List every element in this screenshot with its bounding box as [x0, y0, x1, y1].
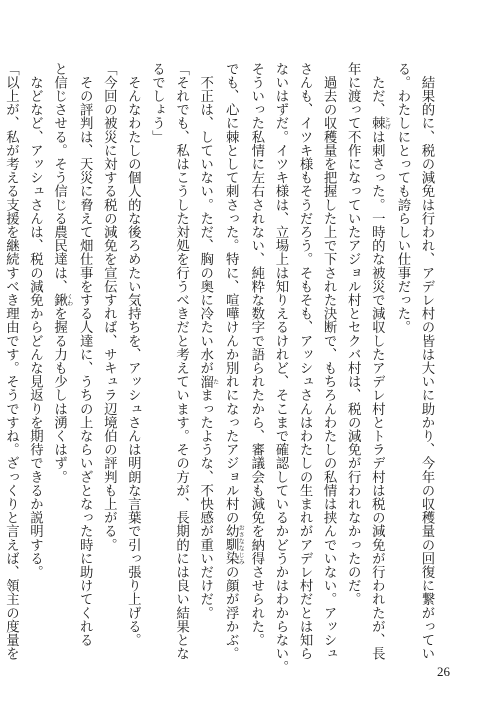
text-line: ないはずだ。イツキ様は、立場上は知りえるけれど、そこまで確認しているかどうかはわからない。 — [272, 62, 288, 674]
furigana-reading: た — [211, 374, 219, 389]
text-line: 年に渡って不作になっていたアジョル村とセクバ村は、税の減免が行われなかったのだ。 — [345, 62, 361, 606]
vertical-text-body — [3, 62, 438, 674]
text-line: 結果的に、税の減免は行われ、アデレ村の皆は大いに助かり、今年の収穫量の回復に繋がってい — [419, 62, 434, 661]
text-line: でも、心に棘として刺さった。特に、喧嘩けんか別れになったアジョル村の幼馴染 おさななじみの顔が浮かぶ。 — [223, 62, 245, 661]
text-line: 過去の収穫量を把握した上で下された決断で、もちろんわたしの私情は挟んでいない。アッシュ — [321, 62, 337, 661]
text-line: その評判は、天災に脅えて畑仕事をする人達に、うちの上ならいざとなった時に助けてくれる — [77, 62, 93, 647]
furigana: 鍬 くわ — [51, 293, 73, 307]
text-line: などなど、アッシュさんは、税の減免からどんな見返りを期待できるか説明する。 — [27, 62, 43, 579]
furigana-reading: とげ — [383, 116, 391, 130]
text-line: さんも、イツキ様もそうだろう。そもそも、アッシュさんはわたしの生まれがアデレ村だとは知ら — [297, 62, 313, 661]
furigana-reading: くわ — [65, 293, 73, 307]
text-line: 「以上が、私が考える支援を継続すべき理由です。そうですね。ざっくりと言えば、領主の度量を — [3, 62, 19, 661]
text-line: るでしょう」 — [149, 62, 165, 144]
page-number: 26 — [437, 664, 450, 679]
text-line: 「それでも、私はこうした対処を行うべきだと考えています。その方が、長期的には良い結果とな — [173, 62, 189, 661]
text-line: 「今回の被災に対する税の減免を宣伝すれば、サキュラ辺境伯の評判も上がる。 — [101, 62, 117, 552]
furigana-reading: おさななじみ — [237, 524, 245, 566]
furigana: 棘 とげ — [369, 116, 391, 131]
text-line: 不正は、していない。ただ、胸の奥に冷たい水が溜 たまったような、不快感が重いだけだ。 — [197, 62, 219, 620]
text-line: と信じさせる。そう信じる農民達は、鍬 くわを握る力も少しは湧くはず。 — [51, 62, 73, 484]
text-line: そういった私情に左右されない、純粋な数字で語られたから、審議会も減免を納得させられた。 — [248, 62, 264, 647]
furigana: 溜 た — [197, 374, 219, 389]
text-line: る。わたしにとっても誇らしい仕事だった。 — [394, 62, 410, 334]
text-line: そんなわたしの個人的な後ろめたい気持ちを、アッシュさんは明朗な言葉で引っ張り上げる。 — [125, 62, 141, 647]
text-line: ただ、棘 とげは刺さった。一時的な被災で減収したアデレ村とトラデ村は税の減免が行われたが、長 — [369, 62, 391, 661]
furigana: 幼馴染 おさななじみ — [223, 524, 245, 566]
